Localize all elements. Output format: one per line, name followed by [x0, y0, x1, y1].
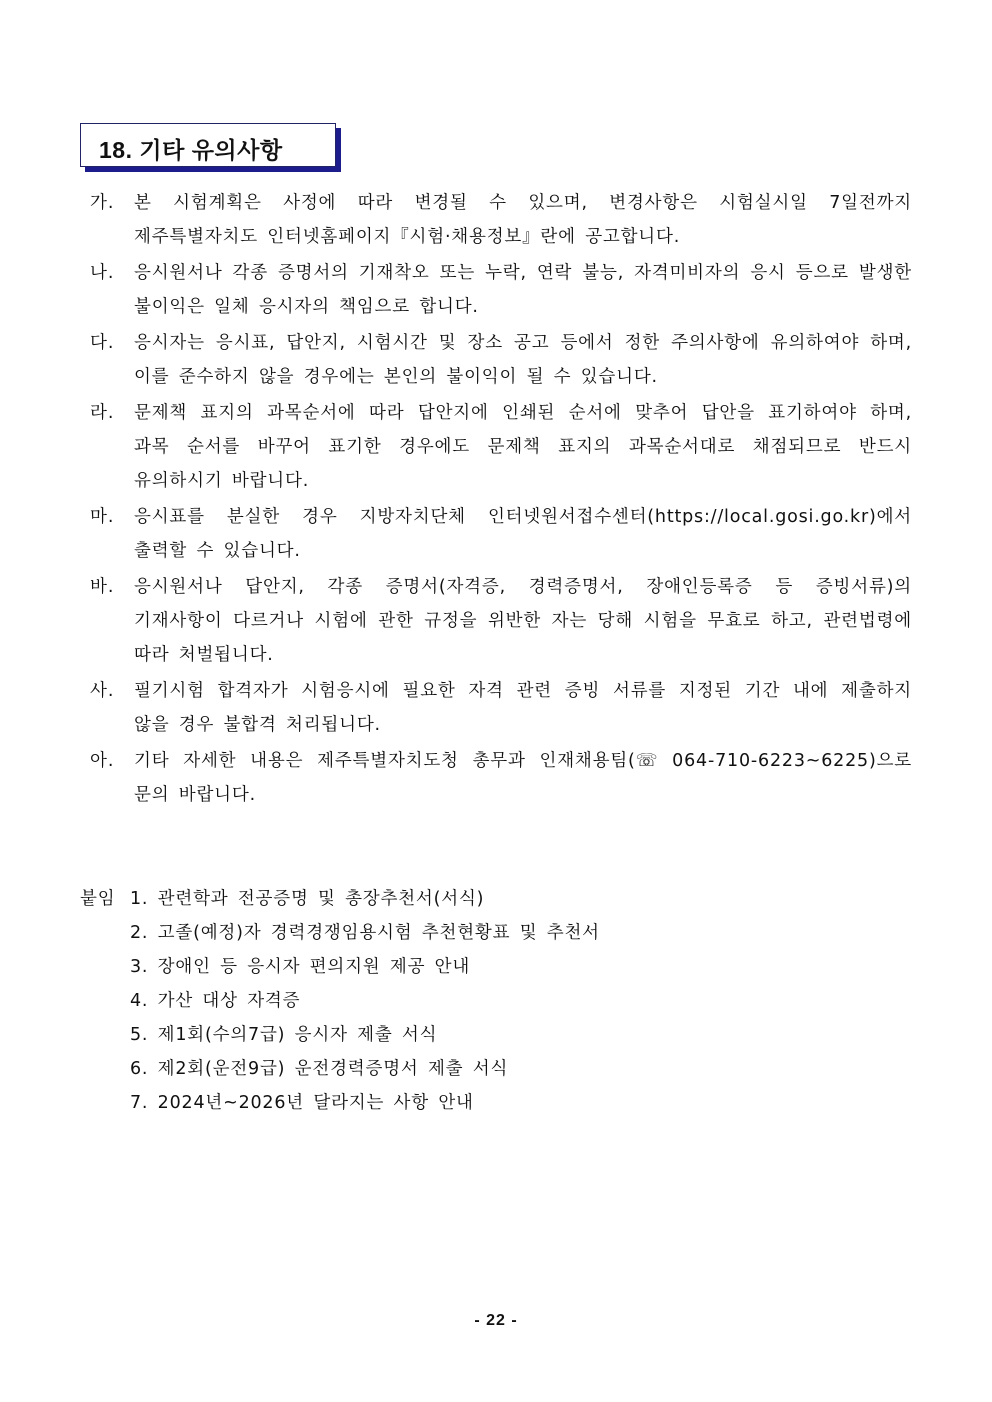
attachment-item: 5. 제1회(수의7급) 응시자 제출 서식	[130, 1025, 438, 1045]
note-item	[90, 674, 912, 742]
attachment-item: 2. 고졸(예정)자 경력경쟁임용시험 추천현황표 및 추천서	[130, 923, 600, 943]
note-marker: 아.	[90, 751, 115, 771]
attachments-list	[130, 882, 600, 1120]
note-text: 응시표를 분실한 경우 지방자치단체 인터넷원서접수센터(https://local.gosi.go.kr)에서 출력할 수 있습니다.	[134, 507, 912, 561]
note-text: 응시원서나 답안지, 각종 증명서(자격증, 경력증명서, 장애인등록증 등 증빙서류)의 기재사항이 다르거나 시험에 관한 규정을 위반한 자는 당해 시험을 무효로 하고, 관련법령에 따라 처벌됩니다.	[134, 577, 912, 665]
note-marker: 나.	[90, 263, 115, 283]
note-item	[90, 186, 912, 254]
note-marker: 사.	[90, 681, 115, 701]
attachment-item: 6. 제2회(운전9급) 운전경력증명서 제출 서식	[130, 1059, 509, 1079]
note-marker: 바.	[90, 577, 115, 597]
note-text: 응시원서나 각종 증명서의 기재착오 또는 누락, 연락 불능, 자격미비자의 응시 등으로 발생한 불이익은 일체 응시자의 책임으로 합니다.	[134, 263, 912, 317]
page-number: - 22 -	[474, 1312, 518, 1329]
attachment-item: 3. 장애인 등 응시자 편의지원 제공 안내	[130, 957, 471, 977]
section-title-box	[80, 123, 336, 167]
note-marker: 라.	[90, 403, 115, 423]
note-marker: 가.	[90, 193, 115, 213]
note-item	[90, 744, 912, 812]
note-item	[90, 570, 912, 672]
attachments-row	[80, 882, 900, 1120]
note-text: 기타 자세한 내용은 제주특별자치도청 총무과 인재채용팀(☏ 064-710-6223~6225)으로 문의 바랍니다.	[134, 751, 912, 805]
attachment-item: 1. 관련학과 전공증명 및 총장추천서(서식)	[130, 889, 485, 909]
note-text: 응시자는 응시표, 답안지, 시험시간 및 장소 공고 등에서 정한 주의사항에 유의하여야 하며, 이를 준수하지 않을 경우에는 본인의 불이익이 될 수 있습니다.	[134, 333, 912, 387]
note-item	[90, 500, 912, 568]
section-title: 18. 기타 유의사항	[99, 137, 283, 163]
notes-list	[90, 186, 912, 814]
note-item	[90, 396, 912, 498]
note-item	[90, 326, 912, 394]
attachment-item: 4. 가산 대상 자격증	[130, 991, 301, 1011]
note-text: 본 시험계획은 사정에 따라 변경될 수 있으며, 변경사항은 시험실시일 7일전까지 제주특별자치도 인터넷홈페이지『시험·채용정보』란에 공고합니다.	[134, 193, 912, 247]
note-text: 문제책 표지의 과목순서에 따라 답안지에 인쇄된 순서에 맞추어 답안을 표기하여야 하며, 과목 순서를 바꾸어 표기한 경우에도 문제책 표지의 과목순서대로 채점되므로 반드시 유의하시기 바랍니다.	[134, 403, 912, 491]
note-text: 필기시험 합격자가 시험응시에 필요한 자격 관련 증빙 서류를 지정된 기간 내에 제출하지 않을 경우 불합격 처리됩니다.	[134, 681, 912, 735]
note-marker: 다.	[90, 333, 115, 353]
note-marker: 마.	[90, 507, 115, 527]
attachments-section	[80, 882, 900, 1120]
note-item	[90, 256, 912, 324]
attachment-item: 7. 2024년~2026년 달라지는 사항 안내	[130, 1093, 474, 1113]
attachments-label: 붙임	[80, 889, 116, 909]
